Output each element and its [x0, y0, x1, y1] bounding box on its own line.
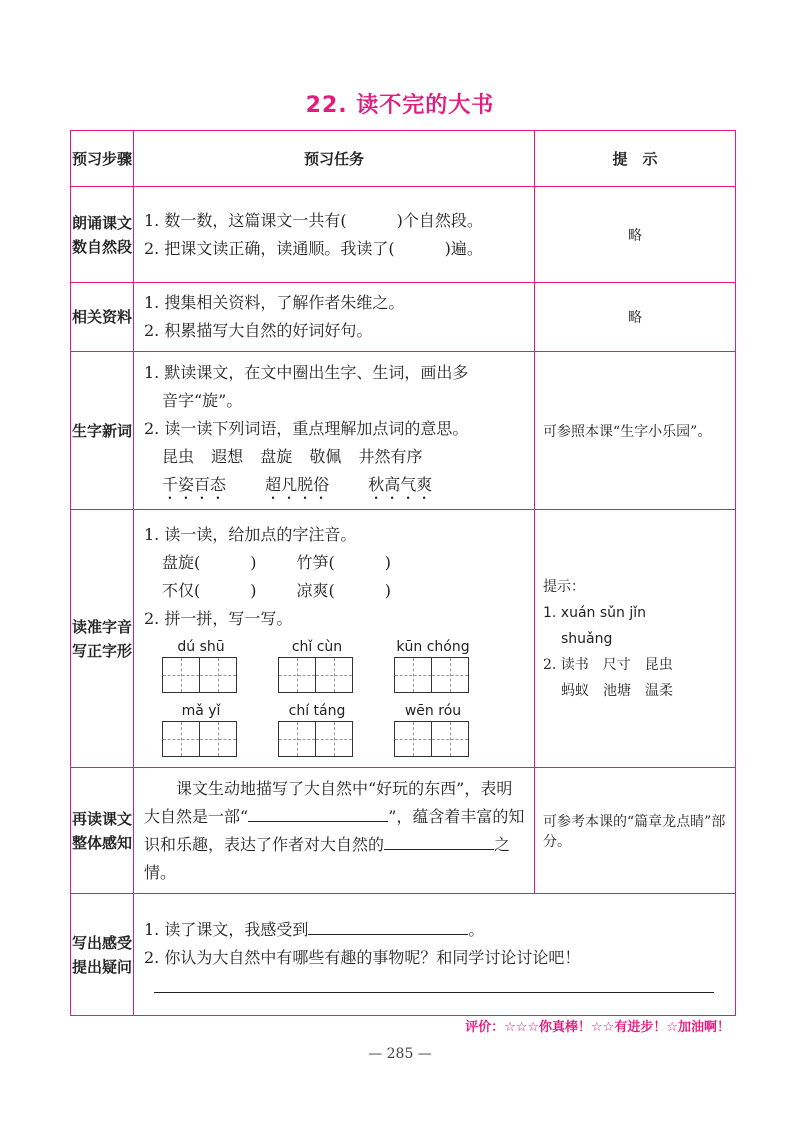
step-new-words: 生字新词 — [71, 352, 134, 510]
lesson-title: 22. 读不完的大书 — [305, 93, 495, 118]
step-feelings-questions: 写出感受提出疑问 — [71, 894, 134, 1016]
word: ) — [250, 552, 257, 572]
step-pronounce-write: 读准字音写正字形 — [71, 510, 134, 768]
pinyin-label: mǎ yǐ — [181, 702, 221, 719]
word: ) — [250, 580, 257, 600]
writing-box[interactable] — [162, 721, 200, 757]
hint-text: 1. xuán sǔn jǐn — [543, 604, 647, 621]
word-list-2 — [144, 471, 526, 503]
writing-box[interactable] — [315, 721, 353, 757]
rating-footer: 评价：☆☆☆你真棒！☆☆有进步！☆加油啊！ — [465, 1020, 730, 1035]
task-text: 1. 读了课文，我感受到 — [144, 920, 309, 939]
word-dotted: 千姿百态 — [162, 474, 227, 494]
writing-box[interactable] — [394, 657, 432, 693]
pinyin-label: kūn chóng — [396, 638, 470, 655]
word: 井然有序 — [358, 446, 423, 466]
paragraph-text: 课文生动地描写了大自然中“好玩的东西”，表明大自然是一部“ — [144, 778, 513, 826]
word: 昆虫 — [162, 446, 195, 466]
writing-box[interactable] — [431, 657, 469, 693]
pinyin-pairs-2 — [144, 577, 526, 605]
step-read-aloud: 朗诵课文数自然段 — [71, 187, 134, 283]
word: 不仅( — [162, 580, 201, 600]
word: 遐想 — [211, 446, 244, 466]
hint-text: 2. 读书 尺寸 昆虫 — [543, 656, 673, 673]
word-dotted: 超凡脱俗 — [265, 474, 330, 494]
hint-text: 蚂蚁 池塘 温柔 — [561, 682, 673, 699]
writing-box[interactable] — [162, 657, 200, 693]
task-overall-reading — [134, 768, 535, 894]
task-text: 2. 把课文读正确，读通顺。我读了( — [144, 238, 395, 258]
hint-overall-reading: 可参考本课的“篇章龙点睛”部分。 — [535, 768, 736, 894]
writing-box[interactable] — [199, 721, 237, 757]
hint-new-words: 可参照本课“生字小乐园”。 — [535, 352, 736, 510]
task-text: 1. 读一读，给加点的字注音。 — [144, 524, 357, 544]
step-materials: 相关资料 — [71, 283, 134, 352]
task-text: 2. 积累描写大自然的好词好句。 — [144, 321, 373, 340]
word: 盘旋 — [260, 446, 293, 466]
hint-pronounce-write — [535, 510, 736, 768]
preview-table — [70, 130, 736, 1016]
answer-blank[interactable] — [248, 803, 388, 822]
task-text: 2. 读一读下列词语，重点理解加点词的意思。 — [144, 418, 469, 438]
hint-materials: 略 — [535, 283, 736, 352]
header-task: 预习任务 — [134, 131, 535, 187]
word: 凉爽( — [296, 580, 335, 600]
word: 敬佩 — [309, 446, 342, 466]
task-text: 1. 搜集相关资料，了解作者朱维之。 — [144, 293, 405, 312]
task-text: 。 — [468, 920, 485, 939]
hint-text: shuǎng — [561, 630, 613, 647]
task-text: 2. 拼一拼，写一写。 — [144, 608, 293, 628]
task-new-words — [134, 352, 535, 510]
step-overall-reading: 再读课文整体感知 — [71, 768, 134, 894]
header-step: 预习步骤 — [71, 131, 134, 187]
word: ) — [384, 580, 391, 600]
word: ) — [384, 552, 391, 572]
writing-box[interactable] — [431, 721, 469, 757]
answer-blank[interactable] — [384, 831, 494, 850]
answer-line[interactable] — [154, 982, 714, 993]
writing-box[interactable] — [278, 657, 316, 693]
writing-box[interactable] — [278, 721, 316, 757]
task-materials — [134, 283, 535, 352]
task-pronounce-write — [134, 510, 535, 768]
page-number: — 285 — — [368, 1046, 432, 1062]
paragraph-text: 之情。 — [144, 834, 511, 882]
word: 竹笋( — [296, 552, 335, 572]
task-text: 音字“旋”。 — [162, 390, 243, 410]
writing-box[interactable] — [315, 657, 353, 693]
hint-text: 提示： — [543, 578, 585, 595]
pinyin-label: chǐ cùn — [291, 638, 343, 655]
task-text: )个自然段。 — [396, 210, 483, 230]
pinyin-label: dú shū — [177, 638, 225, 655]
task-read-aloud — [134, 187, 535, 283]
hint-read-aloud: 略 — [535, 187, 736, 283]
writing-grid-row-2 — [162, 701, 526, 757]
writing-box[interactable] — [199, 657, 237, 693]
pinyin-label: chí táng — [288, 702, 346, 719]
task-text: 1. 默读课文，在文中圈出生字、生词，画出多 — [144, 362, 469, 382]
word-list-1 — [144, 443, 526, 471]
task-text: 1. 数一数，这篇课文一共有( — [144, 210, 347, 230]
writing-box[interactable] — [394, 721, 432, 757]
task-text: 2. 你认为大自然中有哪些有趣的事物呢？和同学讨论讨论吧！ — [144, 948, 581, 967]
word: 盘旋( — [162, 552, 201, 572]
pinyin-pairs-1 — [144, 549, 526, 577]
paragraph-text: ”，蕴含着丰富的知识和乐趣，表达了作者对大自然的 — [144, 806, 525, 854]
task-feelings-questions — [134, 894, 736, 1016]
task-text: )遍。 — [444, 238, 483, 258]
word-dotted: 秋高气爽 — [368, 474, 433, 494]
header-hint: 提 示 — [535, 131, 736, 187]
writing-grid-row-1 — [162, 637, 526, 693]
pinyin-label: wēn róu — [404, 702, 462, 719]
answer-blank[interactable] — [308, 916, 468, 935]
